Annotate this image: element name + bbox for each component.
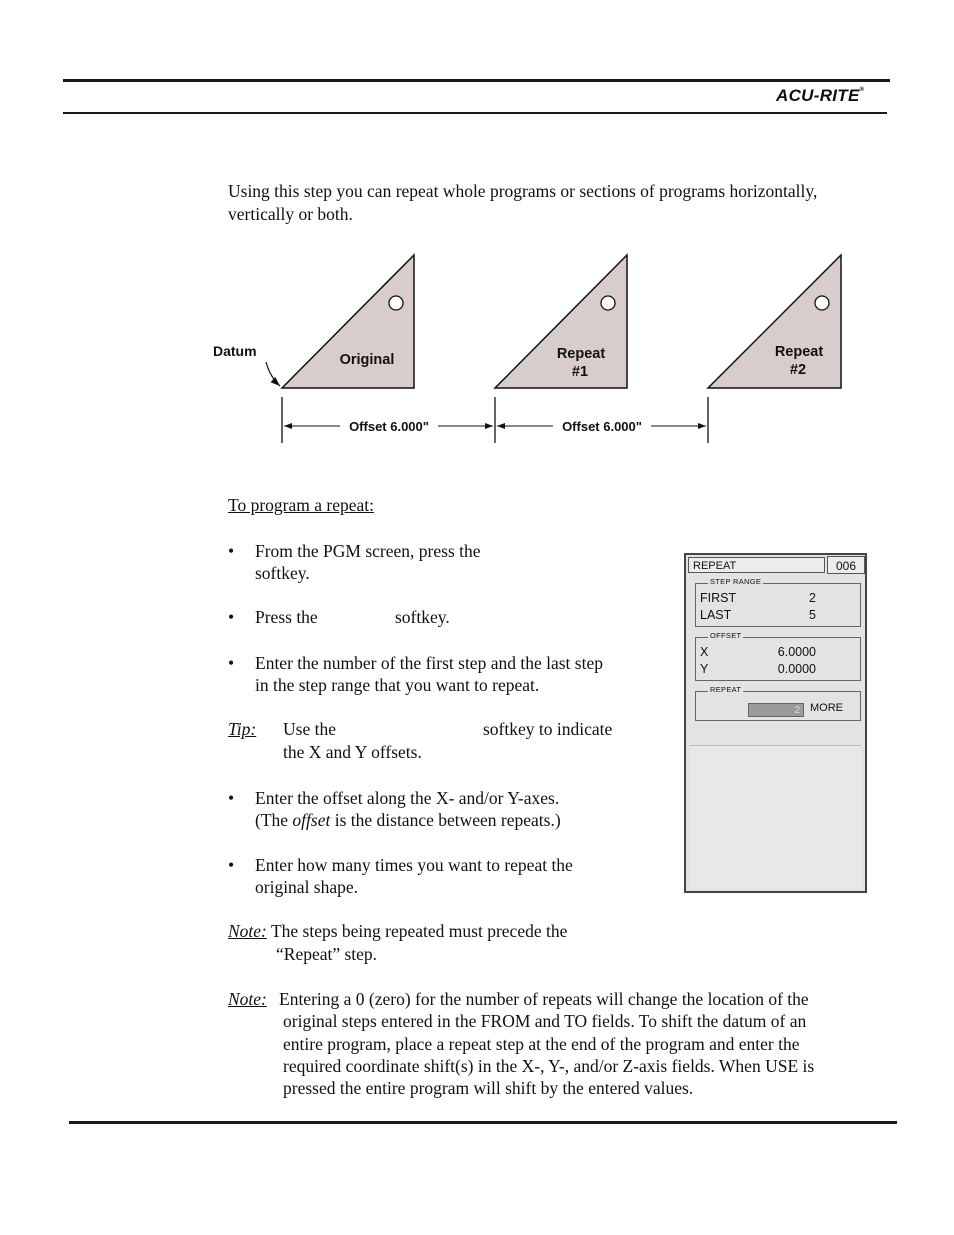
bullet-3-line-2: in the step range that you want to repeat. <box>255 675 540 695</box>
acu-rite-logo <box>776 86 864 106</box>
tip-part-2: softkey to indicate <box>483 719 613 739</box>
repeat-1-number: #1 <box>571 364 589 380</box>
bullet-3-line-1: Enter the number of the first step and the last step <box>255 653 603 673</box>
bullet-2-marker: • <box>228 607 235 627</box>
logo-text: ACU-RITE <box>776 86 860 105</box>
repeat-count-field[interactable]: 2 <box>748 703 804 717</box>
bullet-5-marker: • <box>228 855 235 875</box>
step-number: 006 <box>827 556 865 574</box>
datum-label: Datum <box>213 343 257 359</box>
original-hole <box>389 296 403 310</box>
repeat-count-label: REPEAT <box>710 685 742 694</box>
bullet-1-line-2: softkey. <box>255 563 310 583</box>
bullet-4-line-2 <box>255 809 561 832</box>
repeat-2-hole <box>815 296 829 310</box>
original-label: Original <box>339 352 395 368</box>
note-2-line-1: Entering a 0 (zero) for the number of repeats will change the location of the <box>279 989 809 1009</box>
last-label: LAST <box>700 608 732 622</box>
bullet-1-line-1: From the PGM screen, press the <box>255 541 481 561</box>
offset-2-label: Offset 6.000" <box>562 419 642 434</box>
bullet-4-marker: • <box>228 788 235 808</box>
repeat-diagram <box>200 245 860 450</box>
note-2-line-5: pressed the entire program will shift by the entered values. <box>283 1078 694 1098</box>
bullet-5-line-1: Enter how many times you want to repeat the <box>255 855 573 875</box>
note-2-line-3: entire program, place a repeat step at the end of the program and enter the <box>283 1034 800 1054</box>
datum-arrow <box>266 362 280 386</box>
note-2-label: Note: <box>228 989 267 1009</box>
note-1-line-1 <box>228 920 567 943</box>
x-label: X <box>700 645 709 659</box>
step-range-group <box>695 577 861 627</box>
repeat-1-hole <box>601 296 615 310</box>
header-rule-top <box>63 79 890 82</box>
first-value[interactable]: 2 <box>809 591 816 605</box>
repeat-2-number: #2 <box>789 362 807 378</box>
x-value[interactable]: 6.0000 <box>777 645 816 659</box>
note-2-line-2: original steps entered in the FROM and TO fields. To shift the datum of an <box>283 1011 807 1031</box>
repeat-1-triangle <box>495 255 627 388</box>
repeat-2-label: Repeat <box>774 344 824 360</box>
bullet-3-marker: • <box>228 653 235 673</box>
repeat-group <box>695 685 861 721</box>
bullet-5-line-2: original shape. <box>255 877 359 897</box>
bullet-4-line-1: Enter the offset along the X- and/or Y-axes. <box>255 788 560 808</box>
repeat-screen <box>684 553 867 893</box>
note-1-line-2: “Repeat” step. <box>276 944 378 964</box>
intro-line-1: Using this step you can repeat whole programs or sections of programs horizontally, <box>228 181 818 201</box>
y-value[interactable]: 0.0000 <box>777 662 816 676</box>
offset-term: offset <box>292 810 331 830</box>
note-2-line-4: required coordinate shift(s) in the X-, Y-, and/or Z-axis fields. When USE is <box>283 1056 815 1076</box>
tip-line-2: the X and Y offsets. <box>283 742 422 762</box>
bullet-1-marker: • <box>228 541 235 561</box>
more-label[interactable]: MORE <box>810 702 843 714</box>
repeat-1-label: Repeat <box>556 346 606 362</box>
bullet-2-part-1: Press the <box>255 607 318 627</box>
bullet-2-part-2: softkey. <box>395 607 450 627</box>
first-label: FIRST <box>700 591 737 605</box>
tip-label: Tip: <box>228 719 257 739</box>
offset-label: OFFSET <box>710 631 742 640</box>
bullet-4-line-2a: (The <box>255 810 293 830</box>
original-triangle <box>282 255 414 388</box>
bullet-4-line-2c: is the distance between repeats.) <box>330 810 561 830</box>
last-value[interactable]: 5 <box>809 608 816 622</box>
tip-part-1: Use the <box>283 719 336 739</box>
procedure-heading: To program a repeat: <box>228 495 374 515</box>
screen-title: REPEAT <box>688 557 825 573</box>
repeat-2-triangle <box>708 255 841 388</box>
intro-line-2: vertically or both. <box>228 204 353 224</box>
offset-group <box>695 631 861 681</box>
note-1-text: The steps being repeated must precede the <box>266 921 568 941</box>
footer-rule <box>69 1121 897 1124</box>
note-1-label: Note: <box>228 921 267 941</box>
header-rule-bottom <box>63 112 887 114</box>
registered-mark: ® <box>859 87 865 93</box>
step-range-label: STEP RANGE <box>710 577 762 586</box>
screen-blank-area <box>690 745 861 889</box>
offset-1-label: Offset 6.000" <box>349 419 429 434</box>
y-label: Y <box>700 662 709 676</box>
